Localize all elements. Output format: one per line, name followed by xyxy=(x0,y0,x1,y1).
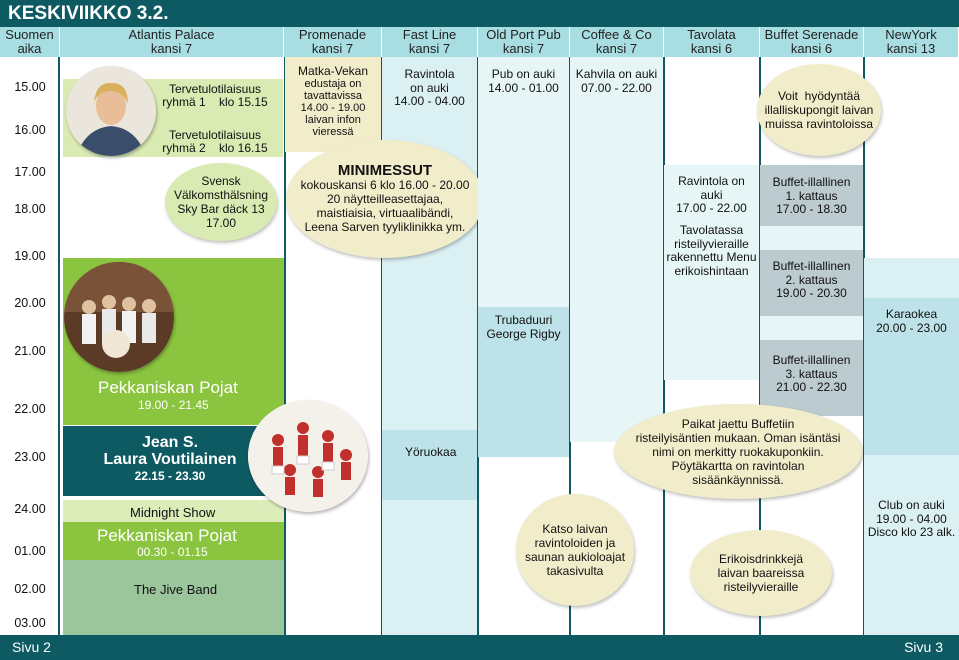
time-label: 22.00 xyxy=(14,402,46,416)
event-text: Ravintola xyxy=(404,67,455,81)
event-text: 07.00 - 22.00 xyxy=(581,80,652,95)
column-header-sub: kansi 7 xyxy=(311,41,354,56)
column-header-name: Promenade xyxy=(298,27,367,42)
event-text: Leena Sarven tyyliklinikka ym. xyxy=(304,220,466,234)
column-header-sub: kansi 7 xyxy=(408,41,451,56)
event-text: illalliskupongit laivan xyxy=(764,103,874,117)
time-label: 18.00 xyxy=(14,202,46,216)
event-text: rakennettu Menu xyxy=(666,250,757,264)
column-header-name: Tavolata xyxy=(687,27,736,42)
column-header-name: Fast Line xyxy=(402,27,457,42)
midnight-show: Midnight Show xyxy=(130,505,216,520)
jive-block xyxy=(63,560,284,635)
event-text: Erikoisdrinkkejä xyxy=(718,552,804,566)
event-text: Tervetulotilaisuus xyxy=(168,81,262,96)
column-header-tavolata xyxy=(664,27,760,57)
time-label: 16.00 xyxy=(14,123,46,137)
column-header-sub: kansi 13 xyxy=(886,41,936,56)
event-text: 14.00 - 19.00 xyxy=(300,102,366,114)
event-text: Sky Bar däck 13 xyxy=(177,202,265,216)
seating-bubble xyxy=(614,404,862,499)
event-text: 14.00 - 01.00 xyxy=(488,80,559,95)
event-text: edustaja on xyxy=(304,78,362,90)
column-header-sub: kansi 6 xyxy=(790,41,833,56)
time-label: 24.00 xyxy=(14,502,46,516)
time-label: 21.00 xyxy=(14,344,46,358)
buffet-gap xyxy=(760,316,863,340)
event-text: Disco klo 23 alk. xyxy=(867,525,956,539)
event-text: maistiaisia, virtuaalibändi, xyxy=(316,206,454,220)
event-text: 19.00 - 20.30 xyxy=(776,286,847,300)
page-title: KESKIVIIKKO 3.2. xyxy=(0,0,959,27)
event-text: Laura Voutilainen xyxy=(103,451,237,468)
event-text: Voit hyödyntää xyxy=(777,89,861,103)
karaoke xyxy=(864,308,959,335)
time-label: 20.00 xyxy=(14,296,46,310)
event-text: Välkomsthälsning xyxy=(173,188,269,202)
buffet-gap xyxy=(760,226,863,250)
matkavekka-info xyxy=(285,64,381,138)
time-label: 15.00 xyxy=(14,80,46,94)
yoruokaa: Yöruokaa xyxy=(405,445,457,459)
event-text: 17.00 - 22.00 xyxy=(676,201,747,215)
jive-band: The Jive Band xyxy=(134,582,218,597)
event-text: Tervetulotilaisuus xyxy=(168,127,262,142)
event-text: ravintoloiden ja xyxy=(534,536,616,550)
time-label: 02.00 xyxy=(14,582,46,596)
time-label: 01.00 xyxy=(14,544,46,558)
buffet-sitting-2 xyxy=(760,260,863,301)
jean-laura-title xyxy=(95,434,245,485)
event-text: ryhmä 1 klo 15.15 xyxy=(162,95,268,109)
event-text: laivan infon xyxy=(305,114,361,126)
club-open xyxy=(864,499,959,540)
event-text: kokouskansi 6 klo 16.00 - 20.00 xyxy=(300,178,470,192)
column-header-name: Atlantis Palace xyxy=(128,27,215,42)
column-header-sub: kansi 7 xyxy=(595,41,638,56)
event-text: auki xyxy=(700,187,723,202)
newyork-block-top xyxy=(864,258,959,298)
event-text: risteilyvieraille xyxy=(723,580,799,594)
time-label: 17.00 xyxy=(14,165,46,179)
column-header-sub: kansi 6 xyxy=(690,41,733,56)
event-text: risteilyvieraille xyxy=(674,236,749,251)
event-text: Club on auki xyxy=(878,498,945,512)
minimessut-bubble xyxy=(286,140,484,258)
event-text: saunan aukioloajat xyxy=(524,550,626,564)
event-text: 21.00 - 22.30 xyxy=(776,380,847,394)
welcome-group-1 xyxy=(150,81,280,111)
event-text: Pöytäkartta on ravintolan xyxy=(671,458,805,473)
katso-bubble xyxy=(516,494,634,606)
voucher-bubble xyxy=(757,64,881,156)
event-text: Buffet-illallinen xyxy=(772,259,851,273)
event-text: erikoishintaan xyxy=(674,263,749,278)
coffee-block xyxy=(570,57,663,442)
column-header-sub: kansi 7 xyxy=(150,41,193,56)
column-header-name: Old Port Pub xyxy=(486,27,561,42)
event-text: on auki xyxy=(410,80,449,95)
page-link-prev[interactable]: Sivu 2 xyxy=(12,639,51,655)
event-text: risteilyisäntien mukaan. Oman isäntäsi xyxy=(635,430,841,445)
event-text: tavattavissa xyxy=(303,90,363,102)
column-header-atlantis xyxy=(60,27,284,57)
event-text: 17.00 xyxy=(205,216,237,230)
event-text: 20 näytteilleasettajaa, xyxy=(326,192,444,206)
event-text: Svensk xyxy=(201,174,241,188)
time-label: 23.00 xyxy=(14,450,46,464)
event-text: Paikat jaettu Buffetiin xyxy=(681,416,795,431)
pekkaniskan-time: 19.00 - 21.45 xyxy=(138,398,209,412)
page-link-next[interactable]: Sivu 3 xyxy=(904,639,943,655)
tavolata-menu xyxy=(664,224,759,278)
yoruokaa-block xyxy=(382,430,477,500)
event-text: Kahvila on auki xyxy=(575,67,658,81)
event-text: George Rigby xyxy=(486,326,561,341)
column-header-pub xyxy=(478,27,570,57)
event-text: 1. kattaus xyxy=(785,188,838,203)
column-header-fastline xyxy=(382,27,478,57)
pekkaniskan-2-title: Pekkaniskan Pojat xyxy=(97,526,237,545)
erikoisdrinkit-bubble xyxy=(690,530,832,616)
column-header-promenade xyxy=(284,27,382,57)
event-text: Katso laivan xyxy=(542,522,608,536)
fastline-open xyxy=(382,68,477,109)
buffet-sitting-3 xyxy=(760,354,863,395)
event-text: Buffet-illallinen xyxy=(772,353,851,367)
dancers-photo xyxy=(248,400,368,512)
event-text: ryhmä 2 klo 16.15 xyxy=(162,141,268,155)
tavolata-open xyxy=(664,175,759,216)
event-text: Jean S. xyxy=(141,434,199,451)
column-header-time xyxy=(0,27,60,57)
event-text: laivan baareissa xyxy=(717,566,805,580)
event-text: nimi on merkitty ruokakuponkiin. xyxy=(652,444,824,459)
club-block xyxy=(864,455,959,635)
column-header-name: Coffee & Co xyxy=(581,27,652,42)
event-text: 17.00 - 18.30 xyxy=(776,202,847,216)
pekkaniskan-title: Pekkaniskan Pojat xyxy=(98,378,238,397)
coffee-open xyxy=(570,68,663,95)
event-text: 20.00 - 23.00 xyxy=(876,320,947,335)
column-header-coffee xyxy=(570,27,664,57)
column-header-sub: aika xyxy=(17,41,42,56)
column-header-newyork xyxy=(864,27,959,57)
event-text: Tavolatassa xyxy=(679,223,744,237)
column-header-name: Suomen xyxy=(5,27,54,42)
pekkaniskan-2-time: 00.30 - 01.15 xyxy=(137,545,208,559)
event-text: Matka-Vekan xyxy=(297,64,369,78)
footer-bar xyxy=(0,635,959,660)
band-photo xyxy=(64,262,174,372)
event-text: 2. kattaus xyxy=(785,272,838,287)
trubaduuri xyxy=(478,314,569,341)
event-text: Trubaduuri xyxy=(494,313,553,327)
event-text: muissa ravintoloissa xyxy=(764,117,874,131)
welcome-group-2 xyxy=(150,127,280,157)
column-header-buffet xyxy=(760,27,864,57)
event-text: Pub on auki xyxy=(491,67,556,81)
event-text: sisäänkäynnissä. xyxy=(692,472,784,487)
event-text: Buffet-illallinen xyxy=(772,175,851,189)
event-text: 14.00 - 04.00 xyxy=(394,94,465,108)
event-time: 22.15 - 23.30 xyxy=(134,469,206,483)
event-text: Karaokea xyxy=(885,307,938,321)
svensk-bubble xyxy=(165,163,277,241)
column-header-name: Buffet Serenade xyxy=(764,27,859,42)
event-text: 19.00 - 04.00 xyxy=(876,511,947,526)
minimessut-title: MINIMESSUT xyxy=(337,162,433,179)
pub-open xyxy=(478,68,569,95)
column-header-sub: kansi 7 xyxy=(502,41,545,56)
time-label: 03.00 xyxy=(14,616,46,630)
buffet-sitting-1 xyxy=(760,176,863,217)
column-header-name: NewYork xyxy=(885,27,937,42)
event-text: Ravintola on xyxy=(678,174,745,188)
event-text: takasivulta xyxy=(546,564,604,578)
event-text: 3. kattaus xyxy=(785,366,838,381)
time-label: 19.00 xyxy=(14,249,46,263)
event-text: vieressä xyxy=(312,126,354,138)
host-photo xyxy=(66,66,156,156)
